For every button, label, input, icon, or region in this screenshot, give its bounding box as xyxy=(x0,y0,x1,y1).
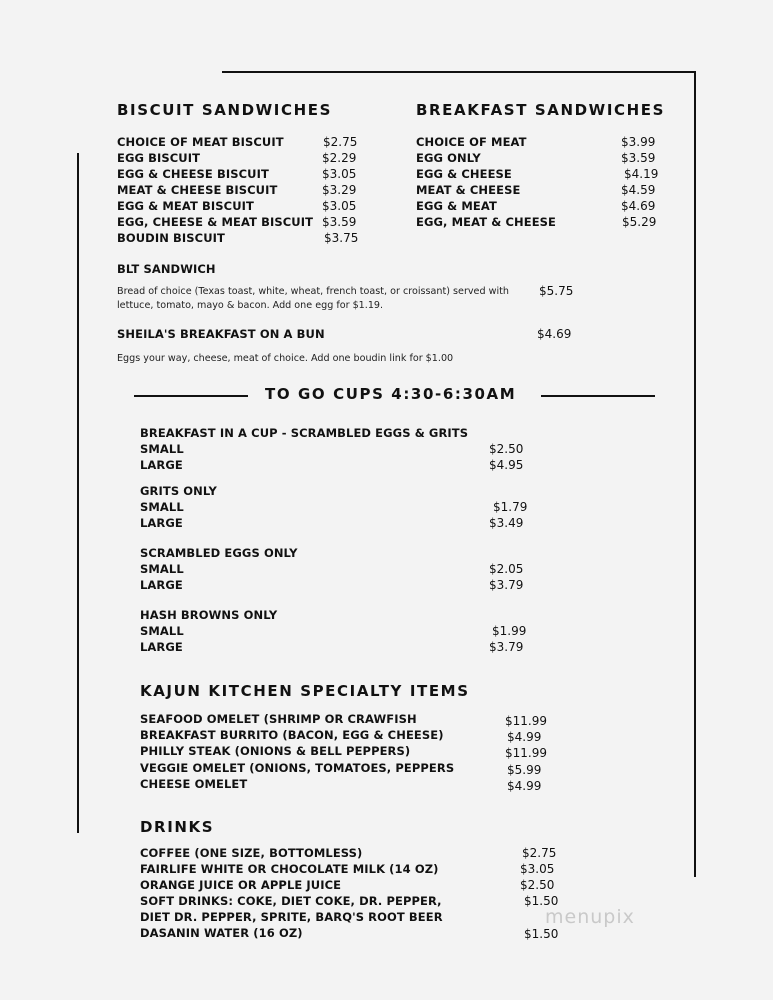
togo-small-label: SMALL xyxy=(140,500,184,514)
kajun-item: BREAKFAST BURRITO (BACON, EGG & CHEESE) xyxy=(140,728,444,742)
togo-large-label: LARGE xyxy=(140,578,183,592)
togo-right-rule xyxy=(541,395,655,397)
breakfast-item: EGG ONLY xyxy=(416,151,481,165)
breakfast-sandwiches-title: BREAKFAST SANDWICHES xyxy=(416,101,666,119)
togo-large-label: LARGE xyxy=(140,458,183,472)
biscuit-item: BOUDIN BISCUIT xyxy=(117,231,225,245)
biscuit-price: $3.29 xyxy=(322,183,357,197)
kajun-item: CHEESE OMELET xyxy=(140,777,248,791)
drink-price: $3.05 xyxy=(520,862,555,876)
biscuit-item: EGG & MEAT BISCUIT xyxy=(117,199,254,213)
breakfast-price: $4.69 xyxy=(621,199,656,213)
left-frame-line xyxy=(77,153,79,833)
blt-description-line-2: lettuce, tomato, mayo & bacon. Add one egg for $1.19. xyxy=(117,300,384,311)
breakfast-price: $3.59 xyxy=(621,151,656,165)
breakfast-item: EGG & CHEESE xyxy=(416,167,512,181)
drink-item: SOFT DRINKS: COKE, DIET COKE, DR. PEPPER, xyxy=(140,894,442,908)
kajun-item: VEGGIE OMELET (ONIONS, TOMATOES, PEPPERS xyxy=(140,761,455,775)
kajun-specialty-title: KAJUN KITCHEN SPECIALTY ITEMS xyxy=(140,682,470,700)
breakfast-price: $3.99 xyxy=(621,135,656,149)
breakfast-item: EGG, MEAT & CHEESE xyxy=(416,215,557,229)
kajun-price: $5.99 xyxy=(507,763,542,777)
togo-small-label: SMALL xyxy=(140,562,184,576)
kajun-item: SEAFOOD OMELET (SHRIMP OR CRAWFISH xyxy=(140,712,417,726)
biscuit-item: EGG BISCUIT xyxy=(117,151,201,165)
togo-small-price: $1.99 xyxy=(492,624,527,638)
kajun-price: $4.99 xyxy=(507,730,542,744)
togo-large-price: $3.49 xyxy=(489,516,524,530)
blt-sandwich-title: BLT SANDWICH xyxy=(117,262,216,276)
togo-cups-title: TO GO CUPS 4:30-6:30AM xyxy=(265,385,517,403)
drinks-title: DRINKS xyxy=(140,818,215,836)
togo-group-name: HASH BROWNS ONLY xyxy=(140,608,278,622)
breakfast-item: CHOICE OF MEAT xyxy=(416,135,527,149)
drink-price: $1.50 xyxy=(524,927,559,941)
drink-price: $2.50 xyxy=(520,878,555,892)
biscuit-price: $3.05 xyxy=(322,167,357,181)
drink-item: ORANGE JUICE OR APPLE JUICE xyxy=(140,878,342,892)
sheila-description: Eggs your way, cheese, meat of choice. Add one boudin link for $1.00 xyxy=(117,353,454,364)
togo-group-name: BREAKFAST IN A CUP - SCRAMBLED EGGS & GRITS xyxy=(140,426,469,440)
menupix-watermark: menupix xyxy=(545,906,635,928)
biscuit-price: $3.05 xyxy=(322,199,357,213)
biscuit-price: $2.29 xyxy=(322,151,357,165)
togo-group-name: SCRAMBLED EGGS ONLY xyxy=(140,546,298,560)
blt-description-line-1: Bread of choice (Texas toast, white, wheat, french toast, or croissant) served with xyxy=(117,286,509,297)
togo-large-label: LARGE xyxy=(140,516,183,530)
togo-large-price: $4.95 xyxy=(489,458,524,472)
blt-price: $5.75 xyxy=(539,284,574,298)
breakfast-item: EGG & MEAT xyxy=(416,199,497,213)
togo-large-label: LARGE xyxy=(140,640,183,654)
drink-item: DASANIN WATER (16 OZ) xyxy=(140,926,303,940)
drink-item: DIET DR. PEPPER, SPRITE, BARQ'S ROOT BEER xyxy=(140,910,443,924)
biscuit-item: CHOICE OF MEAT BISCUIT xyxy=(117,135,284,149)
biscuit-item: MEAT & CHEESE BISCUIT xyxy=(117,183,278,197)
togo-small-label: SMALL xyxy=(140,442,184,456)
biscuit-price: $3.75 xyxy=(324,231,359,245)
kajun-price: $11.99 xyxy=(505,714,547,728)
drink-item: COFFEE (ONE SIZE, BOTTOMLESS) xyxy=(140,846,363,860)
biscuit-sandwiches-title: BISCUIT SANDWICHES xyxy=(117,101,332,119)
right-frame-line xyxy=(694,71,696,877)
togo-small-price: $2.05 xyxy=(489,562,524,576)
kajun-price: $4.99 xyxy=(507,779,542,793)
breakfast-item: MEAT & CHEESE xyxy=(416,183,521,197)
kajun-price: $11.99 xyxy=(505,746,547,760)
biscuit-price: $2.75 xyxy=(323,135,358,149)
breakfast-price: $5.29 xyxy=(622,215,657,229)
drink-item: FAIRLIFE WHITE OR CHOCOLATE MILK (14 OZ) xyxy=(140,862,439,876)
drink-price: $2.75 xyxy=(522,846,557,860)
togo-small-price: $1.79 xyxy=(493,500,528,514)
togo-small-price: $2.50 xyxy=(489,442,524,456)
breakfast-price: $4.59 xyxy=(621,183,656,197)
drink-price: $1.50 xyxy=(524,894,559,908)
togo-large-price: $3.79 xyxy=(489,640,524,654)
sheila-price: $4.69 xyxy=(537,327,572,341)
togo-left-rule xyxy=(134,395,248,397)
top-frame-line xyxy=(222,71,696,73)
kajun-item: PHILLY STEAK (ONIONS & BELL PEPPERS) xyxy=(140,744,411,758)
togo-small-label: SMALL xyxy=(140,624,184,638)
biscuit-item: EGG & CHEESE BISCUIT xyxy=(117,167,269,181)
breakfast-price: $4.19 xyxy=(624,167,659,181)
biscuit-item: EGG, CHEESE & MEAT BISCUIT xyxy=(117,215,314,229)
sheila-breakfast-title: SHEILA'S BREAKFAST ON A BUN xyxy=(117,327,325,341)
biscuit-price: $3.59 xyxy=(322,215,357,229)
togo-group-name: GRITS ONLY xyxy=(140,484,217,498)
togo-large-price: $3.79 xyxy=(489,578,524,592)
